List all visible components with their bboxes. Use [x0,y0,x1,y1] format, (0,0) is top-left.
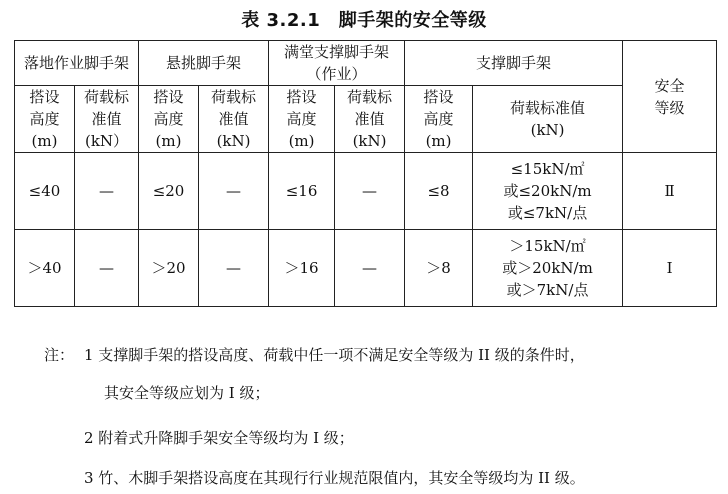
note-1-continued: 其安全等级应划为 I 级； [104,384,270,402]
cantilever-height-header: 搭设 高度 (m) [139,86,199,153]
note-1: 1 支撑脚手架的搭设高度、荷载中任一项不满足安全等级为 II 级的条件时， [84,346,585,364]
support-load-header: 荷载标准值 (kN) [473,86,623,153]
safety-grade-cell: Ⅱ [623,153,717,230]
landing-load-header: 荷载标 准值 (kN） [75,86,139,153]
note-2: 2 附着式升降脚手架安全等级均为 I 级； [84,429,354,447]
full-support-height-cell: ＞16 [269,230,335,307]
cantilever-load-cell: — [199,230,269,307]
support-height-cell: ≤8 [405,153,473,230]
safety-grade-header: 安全 等级 [623,41,717,153]
cantilever-height-cell: ＞20 [139,230,199,307]
support-height-cell: ＞8 [405,230,473,307]
cantilever-load-cell: — [199,153,269,230]
landing-height-cell: ＞40 [15,230,75,307]
table-row [15,230,717,307]
cantilever-height-cell: ≤20 [139,153,199,230]
landing-load-cell: — [75,153,139,230]
landing-load-cell: — [75,230,139,307]
cantilever-scaffold-header: 悬挑脚手架 [139,41,269,86]
landing-height-header: 搭设 高度 (m) [15,86,75,153]
group-header-row [15,41,717,86]
landing-scaffold-header: 落地作业脚手架 [15,41,139,86]
full-support-height-header: 搭设 高度 (m) [269,86,335,153]
note-3: 3 竹、木脚手架搭设高度在其现行行业规范限值内，其安全等级均为 II 级。 [84,469,585,487]
cantilever-load-header: 荷载标 准值 (kN) [199,86,269,153]
table-title: 表 3.2.1 脚手架的安全等级 [241,10,487,31]
full-support-load-cell: — [335,230,405,307]
full-support-height-cell: ≤16 [269,153,335,230]
support-load-cell: ≤15kN/㎡ 或≤20kN/m 或≤7kN/点 [473,153,623,230]
landing-height-cell: ≤40 [15,153,75,230]
safety-grade-cell: Ⅰ [623,230,717,307]
full-support-scaffold-header: 满堂支撑脚手架 （作业） [269,41,405,86]
full-support-load-header: 荷载标 准值 (kN) [335,86,405,153]
sub-header-row [15,86,717,153]
support-height-header: 搭设 高度 (m) [405,86,473,153]
notes-prefix: 注： [44,346,75,364]
support-scaffold-header: 支撑脚手架 [405,41,623,86]
support-load-cell: ＞15kN/㎡ 或＞20kN/m 或＞7kN/点 [473,230,623,307]
safety-grade-table [14,40,717,307]
table-row [15,153,717,230]
full-support-load-cell: — [335,153,405,230]
